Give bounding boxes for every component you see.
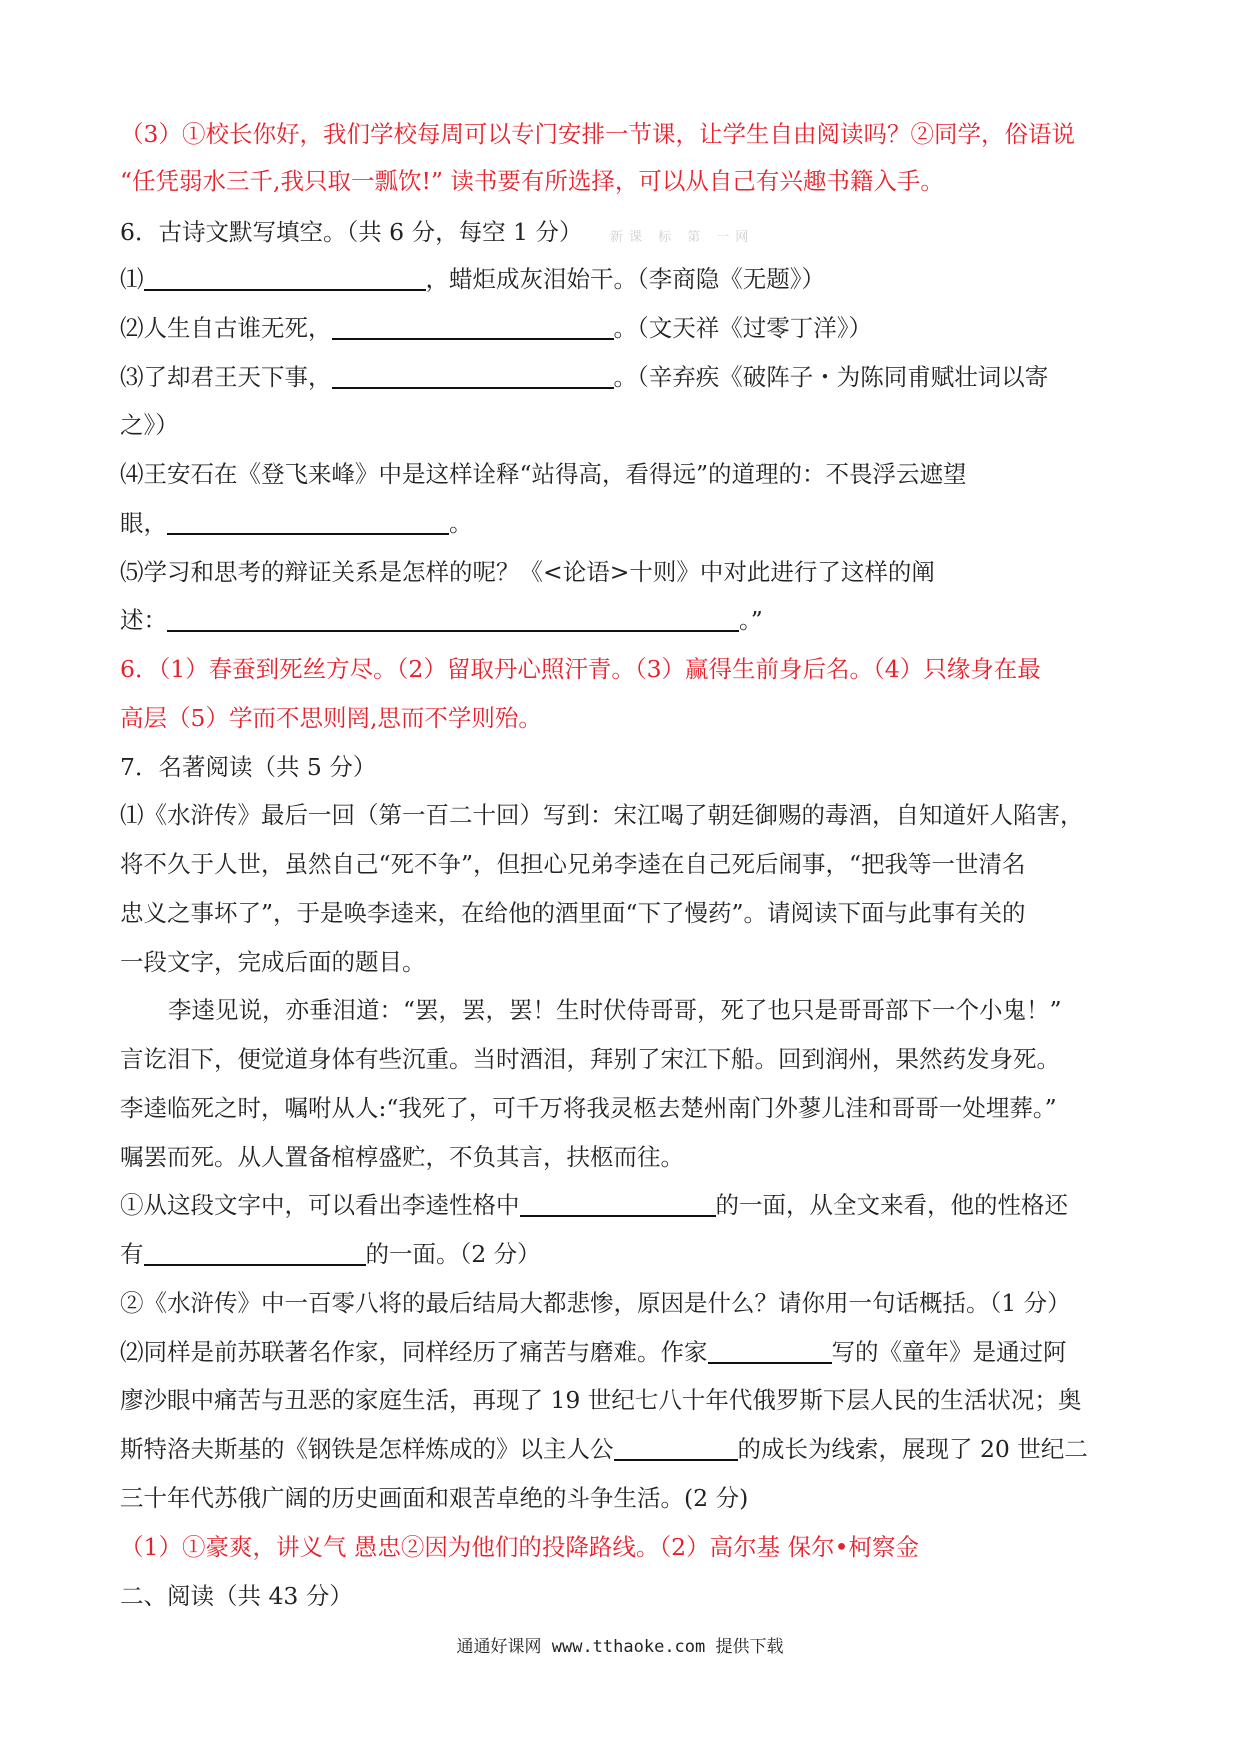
- line-text: 有: [120, 1240, 144, 1268]
- passage-line-2: 言讫泪下，便觉道身体有些沉重。当时酒泪，拜别了宋江下船。回到润州，果然药发身死。: [120, 1045, 1060, 1073]
- line-text: 的成长为线索，展现了 20 世纪二: [737, 1435, 1088, 1463]
- question-7-1-a: [120, 1189, 1068, 1221]
- answer-blank[interactable]: [614, 1435, 738, 1461]
- question-7-heading: 7．名著阅读（共 5 分）: [120, 753, 377, 781]
- line-text: 。”: [739, 606, 763, 634]
- line-text: 的一面。（2 分）: [365, 1240, 541, 1268]
- item-number: ⑴: [120, 265, 144, 293]
- line-text: 。（文天祥《过零丁洋》）: [613, 314, 872, 342]
- passage-line-1: 李逵见说，亦垂泪道：“罢，罢，罢！生时伏侍哥哥，死了也只是哥哥部下一个小鬼！”: [168, 996, 1062, 1024]
- answer-blank[interactable]: [520, 1191, 716, 1217]
- line-text: 的一面，从全文来看，他的性格还: [715, 1191, 1068, 1219]
- page-footer: 通通好课网 www.tthaoke.com 提供下载: [456, 1637, 784, 1657]
- question-7-2-cont: 廖沙眼中痛苦与丑恶的家庭生活，再现了 19 世纪七八十年代俄罗斯下层人民的生活状况；奥: [120, 1386, 1082, 1414]
- line-text: ，蜡炬成灰泪始干。（李商隐《无题》）: [425, 265, 825, 293]
- answer-6-cont: 高层（5）学而不思则罔,思而不学则殆。: [120, 704, 542, 732]
- section-2-heading: 二、阅读（共 43 分）: [120, 1582, 353, 1610]
- answer-blank[interactable]: [332, 363, 614, 389]
- watermark: 新课 标 第 一网: [610, 230, 755, 245]
- answer-blank[interactable]: [332, 314, 614, 340]
- question-7-1-a-cont: [120, 1238, 541, 1270]
- question-6-4-cont: [120, 507, 473, 539]
- line-text: 眼，: [120, 509, 167, 537]
- answer-6: 6．（1）春蚕到死丝方尽。（2）留取丹心照汗青。（3）赢得生前身后名。（4）只缘身在最: [120, 655, 1041, 683]
- passage-line-3: 李逵临死之时，嘱咐从人:“我死了，可千万将我灵柩去楚州南门外蓼儿洼和哥哥一处埋葬。”: [120, 1094, 1057, 1122]
- question-6-1: [120, 263, 825, 295]
- answer-blank[interactable]: [167, 509, 449, 535]
- line-text: 。（辛弃疾《破阵子・为陈同甫赋壮词以寄: [613, 363, 1049, 391]
- line-text: 斯特洛夫斯基的《钢铁是怎样炼成的》以主人公: [120, 1435, 614, 1463]
- question-7-1-b: ②《水浒传》中一百零八将的最后结局大都悲惨，原因是什么？请你用一句话概括。（1 分）: [120, 1289, 1071, 1317]
- question-7-2: [120, 1336, 1067, 1368]
- question-6-5: ⑸学习和思考的辩证关系是怎样的呢？《<论语>十则》中对此进行了这样的阐: [120, 558, 935, 586]
- question-7-1-intro-2: 将不久于人世，虽然自己“死不争”，但担心兄弟李逵在自己死后闹事，“把我等一世清名: [120, 850, 1026, 878]
- passage-line-4: 嘱罢而死。从人置备棺椁盛贮，不负其言，扶柩而往。: [120, 1143, 684, 1171]
- line-text: ⑵同样是前苏联著名作家，同样经历了痛苦与磨难。作家: [120, 1338, 708, 1366]
- answer-5-3-cont: “任凭弱水三千,我只取一瓢饮!” 读书要有所选择，可以从自己有兴趣书籍入手。: [120, 167, 944, 195]
- answer-7: （1）①豪爽，讲义气 愚忠②因为他们的投降路线。（2）高尔基 保尔•柯察金: [120, 1533, 919, 1561]
- question-6-heading: 6．古诗文默写填空。（共 6 分，每空 1 分）: [120, 218, 583, 246]
- question-7-2-cont-2: [120, 1433, 1088, 1465]
- answer-blank[interactable]: [708, 1338, 832, 1364]
- question-6-4: ⑷王安石在《登飞来峰》中是这样诠释“站得高，看得远”的道理的：不畏浮云遮望: [120, 460, 967, 488]
- answer-blank[interactable]: [144, 1240, 366, 1266]
- line-text: ⑵人生自古谁无死，: [120, 314, 332, 342]
- question-6-5-cont: [120, 604, 763, 636]
- answer-blank[interactable]: [144, 265, 426, 291]
- line-text: 述：: [120, 606, 167, 634]
- question-6-3-cont: 之》）: [120, 411, 179, 439]
- question-7-2-cont-3: 三十年代苏俄广阔的历史画面和艰苦卓绝的斗争生活。(2 分): [120, 1484, 749, 1512]
- question-7-1-intro-3: 忠义之事坏了”，于是唤李逵来，在给他的酒里面“下了慢药”。请阅读下面与此事有关的: [120, 899, 1026, 927]
- question-7-1-intro-4: 一段文字，完成后面的题目。: [120, 948, 426, 976]
- line-text: ⑶了却君王天下事，: [120, 363, 332, 391]
- line-text: 写的《童年》是通过阿: [831, 1338, 1067, 1366]
- answer-5-3: （3）①校长你好，我们学校每周可以专门安排一节课，让学生自由阅读吗？②同学，俗语说: [120, 120, 1075, 148]
- question-6-3: [120, 361, 1048, 393]
- answer-blank[interactable]: [167, 606, 739, 632]
- line-text: ①从这段文字中，可以看出李逵性格中: [120, 1191, 520, 1219]
- question-7-1-intro: ⑴《水浒传》最后一回（第一百二十回）写到：宋江喝了朝廷御赐的毒酒，自知道奸人陷害，: [120, 801, 1084, 829]
- line-text: 。: [449, 509, 473, 537]
- question-6-2: [120, 312, 872, 344]
